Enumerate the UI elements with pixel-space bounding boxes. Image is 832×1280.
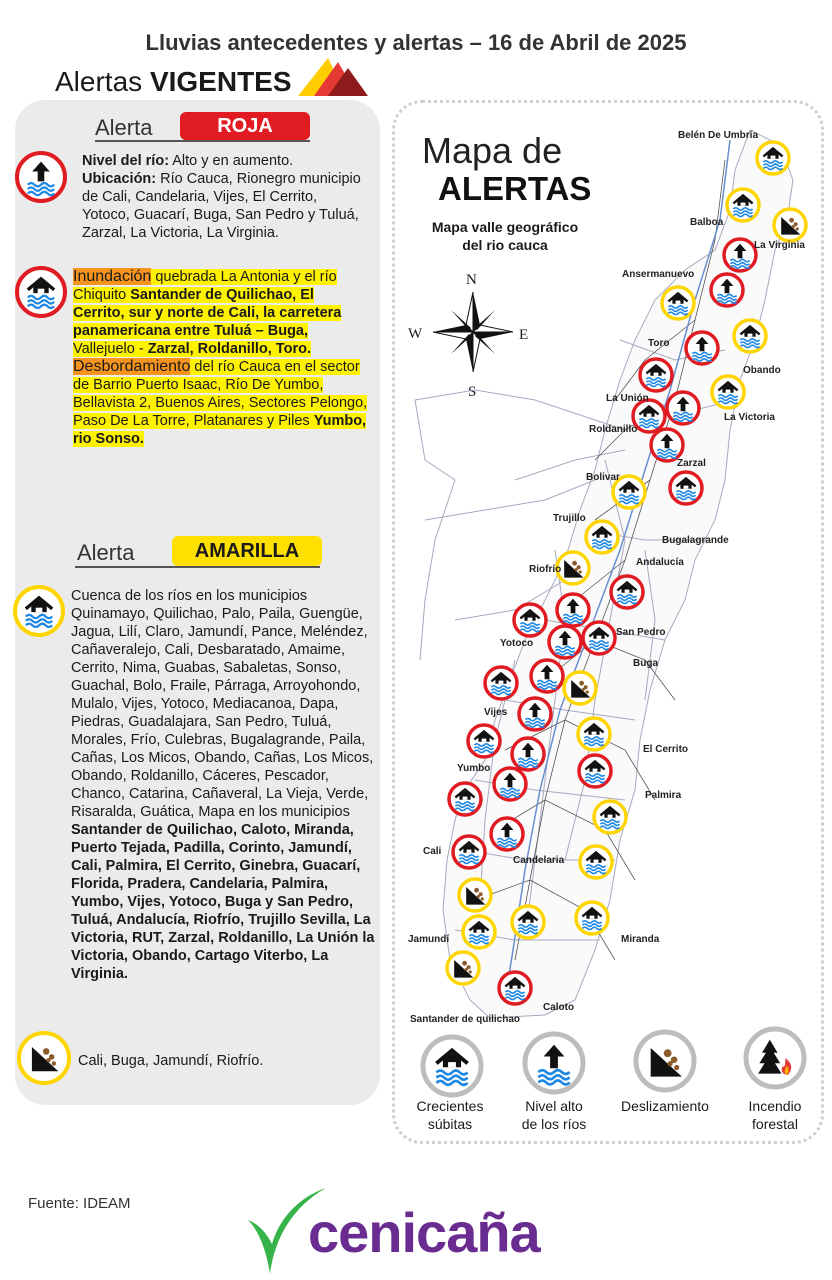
marker-red-level-1 xyxy=(724,239,756,271)
compass-s: S xyxy=(468,384,477,400)
place-label: Riofrío xyxy=(529,564,562,575)
marker-cerrito-yellow-flood xyxy=(578,718,610,750)
marker-zarzal-red-flood xyxy=(670,472,702,504)
place-label: Miranda xyxy=(621,934,660,945)
amarilla-alert-label: Alerta xyxy=(77,540,135,565)
place-label: Yumbo xyxy=(457,763,491,774)
yellow-landslide-icon xyxy=(16,1030,72,1086)
marker-red-level-8 xyxy=(512,738,544,770)
marker-red-level-7 xyxy=(519,698,551,730)
marker-obando-yellow-flood xyxy=(734,320,766,352)
map-subtitle: Mapa valle geográfico del rio cauca xyxy=(431,219,579,253)
marker-sanpedro-red-flood xyxy=(583,622,615,654)
marker-victoria-yellow-flood xyxy=(712,376,744,408)
amarilla-item-basins: Cuenca de los ríos en los municipios Quinamayo, Quilichao, Palo, Paila, Guengüe, Jagua, Lilí, Claro, Jamundí, Pance, Meléndez, Cañaveralejo, Cali, Desbaratado, Amaime, Cerrito, Nima, Guabas, Sabaletas, Sonso, Guachal, Bolo, Fraile, Párraga, Arroyohondo, Mulalo, Vijes, Yotoco, Mediacanoa, Dapa, Piedras, Guadalajara, San Pedro, Tuluá, Morales, Frío, Culebras, Bugalagrande, Paila, Cañas, Los Micos, Obando, Cañas, Los Micos, Obando, Roldanillo, Cáceres, Pescador, Chanco, Catarina, Cañaveral, La Vieja, Verde, Risaralda, Guática, Mapa en los municipios Santander de Quilichao, Caloto, Miranda, Puerto Tejada, Padilla, Corinto, Jamundí, Cali, Palmira, El Cerrito, Ginebra, Guacarí, Florida, Pradera, Candelaria, Palmira, Yumbo, Vijes, Yotoco, Buga y San Pedro, Tuluá, Andalucía, Riofrío, Trujillo Sevilla, La Victoria, RUT, Zarzal, Roldanillo, La Unión la Victoria, Obando, Cartago Viterbo, La Virginia. xyxy=(71,588,375,982)
place-label: Zarzal xyxy=(677,458,706,469)
legend-river-level-label: Nivel alto de los ríos xyxy=(521,1098,587,1132)
place-label: San Pedro xyxy=(616,627,666,638)
compass-n: N xyxy=(466,272,477,288)
marker-yotoco-red-flood xyxy=(514,604,546,636)
place-label: Yotoco xyxy=(500,638,534,649)
red-river-level-icon xyxy=(14,150,68,204)
section-title-light: Alertas xyxy=(55,66,143,97)
legend-river-level-icon xyxy=(521,1030,587,1096)
place-label: Ansermanuevo xyxy=(622,269,695,280)
marker-buga-yellow-slide xyxy=(564,672,596,704)
place-label: Bolivar xyxy=(586,472,620,483)
roja-item-river-level: Nivel del río: Alto y en aumento. Ubicación: Río Cauca, Rionegro municipio de Cali, Candelaria, Vijes, El Cerrito, Yotoco, Guacarí, Buga, San Pedro y Tuluá, Zarzal, La Victoria, La Virginia. xyxy=(82,153,361,241)
place-label: Toro xyxy=(648,338,670,349)
legend-fire-icon xyxy=(742,1025,808,1091)
section-title xyxy=(55,66,292,98)
marker-jamundi-yellow-flood xyxy=(463,916,495,948)
red-flood-icon xyxy=(14,265,68,319)
place-label: Buga xyxy=(633,658,658,669)
place-label: Santander de quilichao xyxy=(410,1014,521,1025)
roja-level-badge: ROJA xyxy=(180,112,310,140)
place-label: Palmira xyxy=(645,790,682,801)
map-title-line2: ALERTAS xyxy=(438,170,592,207)
roja-item-flood: Inundación quebrada La Antonia y el río Chiquito Santander de Quilichao, El Cerrito, sur y norte de Cali, la carretera panamericana entre Tuluá – Buga, Vallejuelo - Zarzal, Roldanillo, Toro. Desbordamiento del río Cauca en el sector de Barrio Puerto Isaac, Río De Yumbo, Bellavista 2, Buenos Aires, Sectores Pelongo, Paso De La Torre, Platanares y Piles Yumbo, rio Sonso. xyxy=(73,268,368,447)
marker-roldanillo-red-flood xyxy=(633,400,665,432)
marker-balboa-yellow-flood xyxy=(727,189,759,221)
triangle-logo-icon xyxy=(298,56,370,98)
marker-red-level-5 xyxy=(549,626,581,658)
place-label: Vijes xyxy=(484,707,508,718)
compass-e: E xyxy=(519,327,529,343)
place-label: Cali xyxy=(423,846,442,857)
marker-red-level-9 xyxy=(494,768,526,800)
legend-landslide-icon xyxy=(632,1028,698,1094)
marker-santander-red-flood xyxy=(499,972,531,1004)
place-label: Balboa xyxy=(690,217,724,228)
marker-yumbo-red-flood xyxy=(468,725,500,757)
place-label: Caloto xyxy=(543,1002,575,1013)
legend-fire-label: Incendio forestal xyxy=(748,1098,802,1132)
marker-yellow-flood-pradera xyxy=(576,902,608,934)
marker-virginia-yellow-slide xyxy=(774,209,806,241)
marker-toro-red-level xyxy=(686,332,718,364)
marker-red-level-6 xyxy=(531,660,563,692)
legend-landslide-label: Deslizamiento xyxy=(621,1098,709,1114)
place-label: Obando xyxy=(743,365,781,376)
marker-cali-yellow-slide xyxy=(459,879,491,911)
brand-wordmark: cenicaña xyxy=(308,1201,540,1264)
compass-w: W xyxy=(408,326,423,342)
marker-belen-yellow-flood xyxy=(757,142,789,174)
place-label: Jamundí xyxy=(408,934,450,945)
roja-divider xyxy=(95,140,310,142)
source-note: Fuente: IDEAM xyxy=(28,1195,131,1212)
place-label: Bugalagrande xyxy=(662,535,729,546)
main-title: Lluvias antecedentes y alertas – 16 de Abril de 2025 xyxy=(145,30,687,55)
marker-red-level-2 xyxy=(711,274,743,306)
marker-red-flood-cali-north xyxy=(449,783,481,815)
marker-zarzal-red-level xyxy=(651,429,683,461)
place-label: El Cerrito xyxy=(643,744,689,755)
marker-union-red-flood xyxy=(640,359,672,391)
amarilla-level-badge: AMARILLA xyxy=(172,536,322,566)
place-label: Belén De Umbría xyxy=(678,130,759,141)
marker-andalucia-red-flood xyxy=(611,576,643,608)
marker-yellow-flood-jamundi-1 xyxy=(512,906,544,938)
marker-cali-red-flood xyxy=(453,836,485,868)
legend-flood-icon xyxy=(419,1033,485,1099)
marker-vijes-red-flood xyxy=(485,667,517,699)
marker-riofrio-yellow-slide xyxy=(557,552,589,584)
marker-trujillo-yellow-flood xyxy=(586,521,618,553)
marker-red-level-4 xyxy=(557,594,589,626)
place-label: Andalucía xyxy=(636,557,684,568)
place-label: La Unión xyxy=(606,393,649,404)
place-label: La Virginia xyxy=(754,240,805,251)
marker-red-level-3 xyxy=(667,392,699,424)
place-label: Candelaria xyxy=(513,855,565,866)
amarilla-item-landslide: Cali, Buga, Jamundí, Riofrío. xyxy=(78,1053,264,1069)
place-label: La Victoria xyxy=(724,412,775,423)
marker-anserma-yellow-flood xyxy=(662,287,694,319)
section-title-bold: VIGENTES xyxy=(149,66,292,97)
yellow-flood-icon xyxy=(12,584,66,638)
marker-jamundi-yellow-slide xyxy=(447,952,479,984)
map-title-line1: Mapa de xyxy=(422,130,563,171)
marker-palmira-yellow-flood xyxy=(594,801,626,833)
marker-candelaria-yellow-flood xyxy=(580,846,612,878)
marker-red-level-10 xyxy=(491,818,523,850)
place-label: Trujillo xyxy=(553,513,586,524)
roja-alert-label: Alerta xyxy=(95,115,153,140)
marker-cerrito-red-flood xyxy=(579,755,611,787)
amarilla-divider xyxy=(75,566,320,568)
place-label: Roldanillo xyxy=(589,424,638,435)
legend-flood-label: Crecientes súbitas xyxy=(416,1098,484,1132)
map-markers xyxy=(395,120,825,1020)
